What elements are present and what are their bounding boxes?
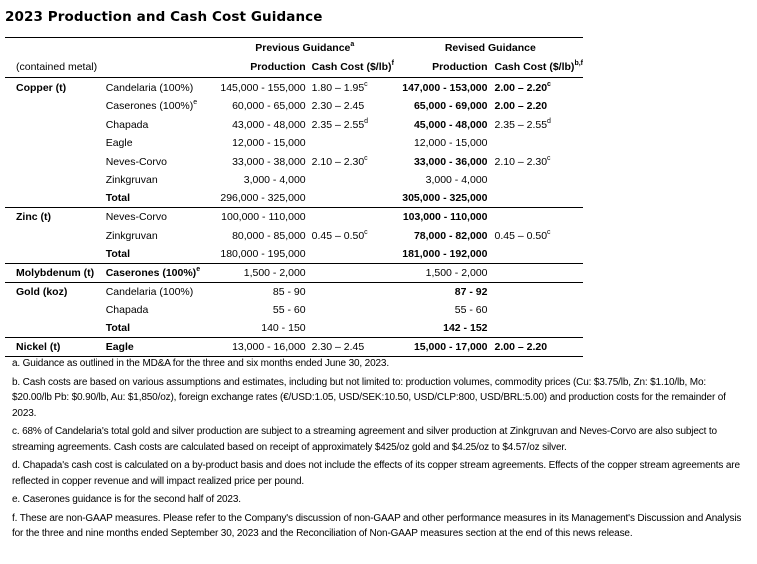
prev-production: 296,000 - 325,000 <box>212 189 306 208</box>
mine-name: Zinkgruvan <box>105 229 158 242</box>
metal-label-molybdenum: Molybdenum (t) <box>5 264 106 283</box>
revised-guidance-header: Revised Guidance <box>398 38 583 58</box>
page-title: 2023 Production and Cash Cost Guidance <box>5 9 323 25</box>
prev-cash-cost <box>306 245 398 264</box>
rev-cash-cost <box>488 264 584 283</box>
prev-cash-cost: 1.80 – 1.95$^c$ <box>311 80 368 94</box>
prev-cash-cost <box>306 319 398 338</box>
metal-label-nickel: Nickel (t) <box>5 338 106 357</box>
footnote-f: f. These are non-GAAP measures. Please refer to the Company's discussion of non-GAAP and other performance measures in its Management's Discussion and Analysis for the three and nine months ended September 30, 2023 and the Reconciliation of Non-GAAP measures section at the end of this news release. <box>12 512 742 539</box>
prev-production: 80,000 - 85,000 <box>232 229 306 242</box>
rev-cash-cost <box>488 208 584 227</box>
prev-production: 60,000 - 65,000 <box>232 100 306 112</box>
rev-production: 78,000 - 82,000 <box>413 229 488 242</box>
mine-name: Chapada <box>105 304 149 316</box>
table-row-total <box>5 245 583 264</box>
rev-production: 147,000 - 153,000 <box>402 81 488 94</box>
prev-production: 43,000 - 48,000 <box>232 118 306 131</box>
guidance-table <box>5 37 583 357</box>
rev-production: 55 - 60 <box>454 304 488 316</box>
mine-name: Candelaria (100%) <box>105 286 194 298</box>
prev-production-header: Production <box>212 57 306 78</box>
mine-name: Eagle <box>106 338 212 357</box>
prev-production: 140 - 150 <box>212 319 306 338</box>
rev-production: 15,000 - 17,000 <box>398 338 488 357</box>
metal-label-zinc: Zinc (t) <box>16 211 51 223</box>
rev-cash-cost <box>488 189 584 208</box>
mine-name: Neves-Corvo <box>105 211 167 223</box>
prev-cash-cost: 2.30 – 2.45 <box>311 100 365 112</box>
footnote-e: e. Caserones guidance is for the second half of 2023. <box>12 494 241 505</box>
mine-name: Zinkgruvan <box>105 174 158 186</box>
column-header-row <box>5 57 583 78</box>
table-row <box>5 226 583 245</box>
prev-production: 85 - 90 <box>272 286 306 298</box>
prev-production: 100,000 - 110,000 <box>221 211 306 223</box>
table-row <box>5 264 583 283</box>
footnote-a: a. Guidance as outlined in the MD&A for the three and six months ended June 30, 2023. <box>12 358 389 369</box>
rev-production: 45,000 - 48,000 <box>413 118 488 131</box>
prev-production: 55 - 60 <box>272 304 306 316</box>
mine-name: Eagle <box>105 137 133 149</box>
rev-production: 87 - 92 <box>454 286 488 298</box>
rev-cash-cost-header: Cash Cost ($/lb)$^{b,f}$ <box>488 57 584 78</box>
prev-cash-cost: 0.45 – 0.50$^c$ <box>311 228 368 242</box>
rev-cash-cost: 2.00 – 2.20$^c$ <box>494 80 551 94</box>
table-row <box>5 97 583 115</box>
table-row-total <box>5 189 583 208</box>
table-row <box>5 283 583 302</box>
table-row <box>5 78 583 98</box>
rev-production: 65,000 - 69,000 <box>413 100 488 112</box>
table-row <box>5 208 583 227</box>
footnote-c: c. 68% of Candelaria's total gold and silver production are subject to a streaming agreement and silver production at Zinkgruvan and Neves-Corvo are also subject to streaming agreements. Cash costs are calculated based on receipt of approximately $425/oz gold and $4.25/oz to $4.57/oz silver. <box>12 426 717 453</box>
rev-production: 103,000 - 110,000 <box>402 211 488 223</box>
mine-name: Total <box>106 189 212 208</box>
rev-cash-cost: 2.35 – 2.55$^d$ <box>494 117 551 131</box>
mine-name: Chapada <box>105 118 149 131</box>
rev-production: 3,000 - 4,000 <box>425 174 488 186</box>
rev-cash-cost <box>488 283 584 302</box>
prev-production: 1,500 - 2,000 <box>212 264 306 283</box>
footnotes <box>12 356 747 545</box>
prev-cash-cost <box>306 134 398 152</box>
prev-production: 13,000 - 16,000 <box>212 338 306 357</box>
mine-name: Neves-Corvo <box>105 155 167 168</box>
rev-cash-cost <box>488 134 584 152</box>
prev-production: 145,000 - 155,000 <box>220 81 306 94</box>
mine-name: Caserones $(100\%)^e$ <box>105 99 198 112</box>
table-row-total <box>5 319 583 338</box>
prev-cash-cost-header: Cash Cost ($/lb)$^f$ <box>306 57 398 78</box>
rev-cash-cost: 2.00 – 2.20 <box>494 100 548 112</box>
prev-cash-cost <box>306 301 398 319</box>
prev-cash-cost: 2.30 – 2.45 <box>306 338 398 357</box>
rev-cash-cost: 2.00 – 2.20 <box>488 338 584 357</box>
previous-guidance-header: Previous Guidance$^a$ <box>212 38 398 58</box>
prev-production: 180,000 - 195,000 <box>212 245 306 264</box>
mine-name: Caserones $(100\%)^e$ <box>106 264 212 283</box>
mine-name: Total <box>106 245 212 264</box>
prev-production: 3,000 - 4,000 <box>243 174 306 186</box>
rev-production: 12,000 - 15,000 <box>413 137 488 149</box>
prev-production: 33,000 - 38,000 <box>232 155 306 168</box>
rev-production: 142 - 152 <box>398 319 488 338</box>
rev-cash-cost: 2.10 – 2.30$^c$ <box>494 154 551 168</box>
table-row <box>5 115 583 134</box>
mine-name: Total <box>106 319 212 338</box>
rev-production: 33,000 - 36,000 <box>413 155 488 168</box>
footnote-d: d. Chapada's cash cost is calculated on a by-product basis and does not include the effects of its copper stream agreements. Effects of the copper stream agreements are reflected in copper revenue and will impact realized price per pound. <box>12 460 740 487</box>
prev-cash-cost <box>306 283 398 302</box>
metal-label-gold: Gold (koz) <box>16 286 68 298</box>
table-row <box>5 301 583 319</box>
metal-label-copper: Copper (t) <box>16 81 67 94</box>
prev-cash-cost: 2.10 – 2.30$^c$ <box>311 154 368 168</box>
rev-cash-cost <box>488 301 584 319</box>
mine-name: Candelaria (100%) <box>105 81 194 94</box>
group-header-row <box>5 38 583 58</box>
table-row <box>5 171 583 189</box>
footnote-b: b. Cash costs are based on various assumptions and estimates, including but not limited to: production volumes, commodity prices (Cu: $3.75/lb, Zn: $1.10/lb, Mo: $20.00/lb Pb: $0.90/lb, Au: $1,850/oz), foreign exchange rates (€/USD:1.05, USD/SEK:10.50, USD/CLP:800, USD/BRL:5.00) and production costs for the remainder of 2023. <box>12 376 726 419</box>
contained-metal-header: (contained metal) <box>5 57 106 78</box>
prev-cash-cost <box>306 189 398 208</box>
prev-cash-cost <box>306 171 398 189</box>
rev-cash-cost <box>488 319 584 338</box>
prev-cash-cost <box>306 264 398 283</box>
table-row <box>5 134 583 152</box>
rev-production: 181,000 - 192,000 <box>398 245 488 264</box>
prev-production: 12,000 - 15,000 <box>232 137 306 149</box>
rev-cash-cost <box>488 171 584 189</box>
prev-cash-cost: 2.35 – 2.55$^d$ <box>311 117 369 131</box>
table-row <box>5 338 583 357</box>
rev-cash-cost <box>488 245 584 264</box>
rev-production: 305,000 - 325,000 <box>398 189 488 208</box>
rev-cash-cost: 0.45 – 0.50$^c$ <box>494 228 551 242</box>
rev-production-header: Production <box>398 57 488 78</box>
prev-cash-cost <box>306 208 398 227</box>
rev-production: 1,500 - 2,000 <box>398 264 488 283</box>
table-row <box>5 152 583 171</box>
